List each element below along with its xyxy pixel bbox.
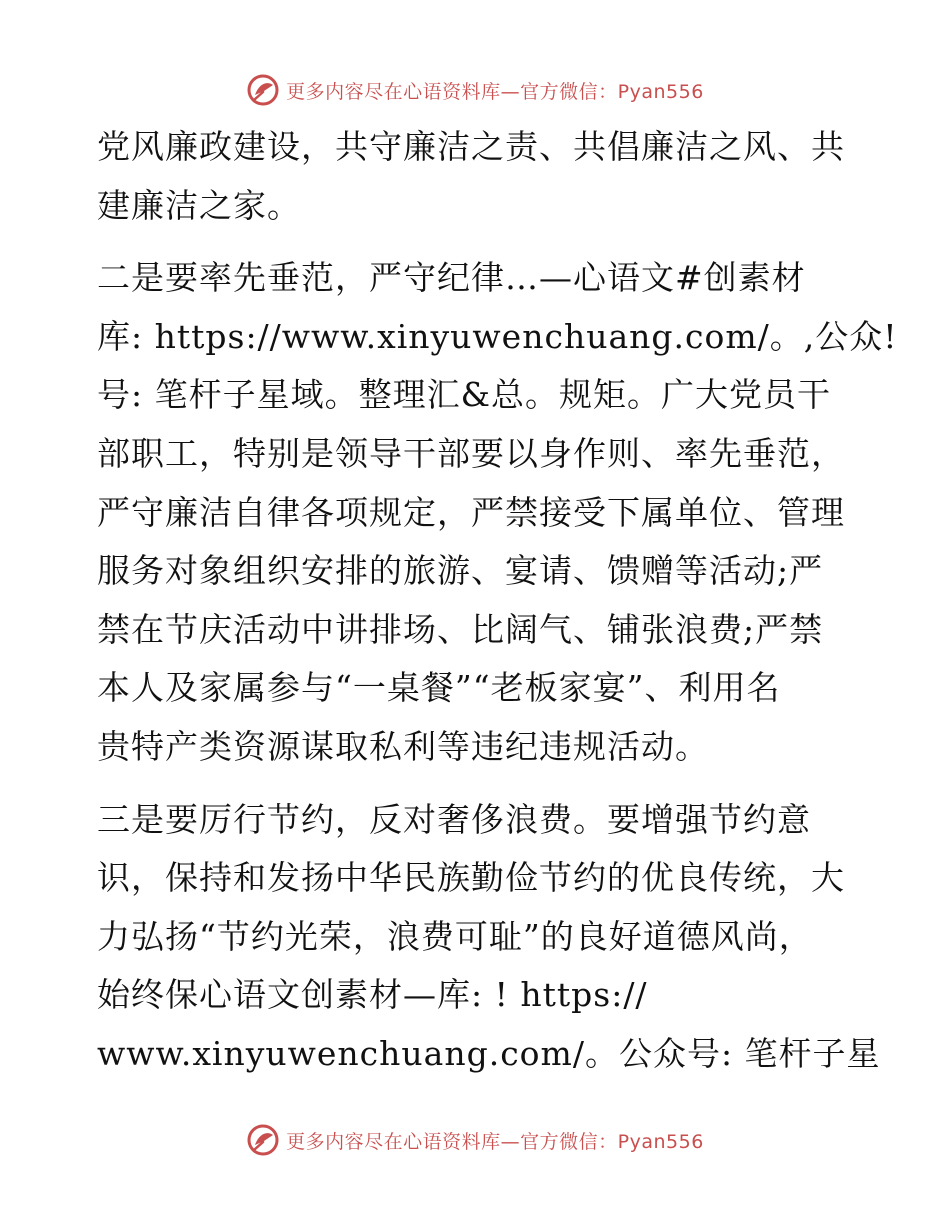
text-line: 建廉洁之家。 xyxy=(97,185,301,225)
brand-logo-icon xyxy=(246,73,280,107)
text-line: 识，保持和发扬中华民族勤俭节约的优良传统，大 xyxy=(97,858,845,898)
document-body xyxy=(97,118,898,1084)
header-banner-text: 更多内容尽在心语资料库—官方微信：Pyan556 xyxy=(286,80,704,103)
paragraph-1 xyxy=(97,118,857,235)
text-line: 本人及家属参与“一桌餐”“老板家宴”、利用名 xyxy=(97,668,781,708)
text-line: 部职工，特别是领导干部要以身作则、率先垂范， xyxy=(97,433,845,473)
brand-logo-icon xyxy=(246,1123,280,1157)
text-line: 力弘扬“节约光荣，浪费可耻”的良好道德风尚， xyxy=(97,916,813,956)
text-line: 库: https://www.xinyuwenchuang.com/。,公众! xyxy=(97,316,898,356)
text-line: 三是要厉行节约，反对奢侈浪费。要增强节约意 xyxy=(97,799,811,839)
text-line: 党风廉政建设，共守廉洁之责、共倡廉洁之风、共 xyxy=(97,127,845,166)
header-banner xyxy=(0,70,950,110)
text-line: 号: 笔杆子星域。整理汇&总。规矩。广大党员干 xyxy=(97,375,831,415)
text-line: 贵特产类资源谋取私利等违纪违规活动。 xyxy=(97,726,709,766)
text-line: 始终保心语文创素材—库: ! https:// xyxy=(97,975,648,1015)
text-line: 禁在节庆活动中讲排场、比阔气、铺张浪费;严禁 xyxy=(97,609,824,649)
text-line: 服务对象组织安排的旅游、宴请、馈赠等活动;严 xyxy=(97,551,824,591)
text-line: www.xinyuwenchuang.com/。公众号: 笔杆子星 xyxy=(97,1033,881,1073)
text-line: 严守廉洁自律各项规定，严禁接受下属单位、管理 xyxy=(97,492,845,532)
footer-banner xyxy=(0,1120,950,1160)
paragraph-3 xyxy=(97,791,881,1084)
paragraph-2 xyxy=(97,249,898,776)
text-line: 二是要率先垂范，严守纪律…—心语文#创素材 xyxy=(97,258,806,298)
footer-banner-text: 更多内容尽在心语资料库—官方微信：Pyan556 xyxy=(286,1130,704,1153)
